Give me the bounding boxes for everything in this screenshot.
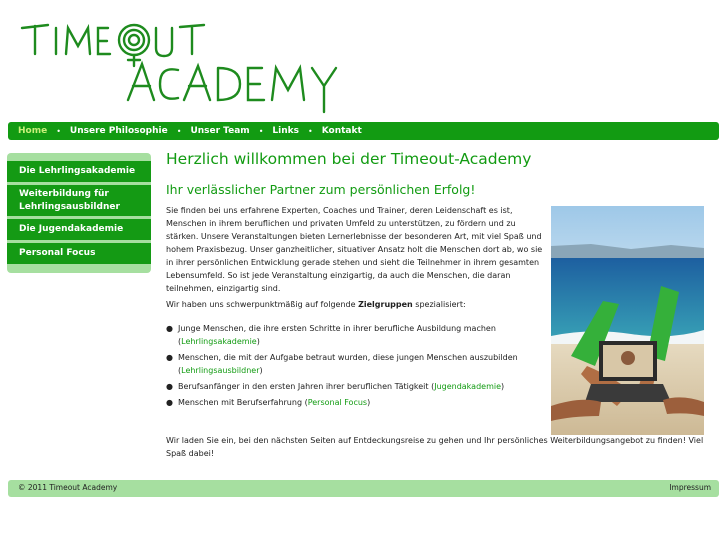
bullet-icon: ● [166, 324, 173, 333]
link-lehrlingsakademie[interactable]: Lehrlingsakademie [181, 337, 257, 346]
footer [8, 480, 719, 497]
link-lehrlingsausbildner[interactable]: Lehrlingsausbildner [181, 366, 260, 375]
list-item-end: ) [501, 382, 505, 391]
sidebar-item-personal-focus[interactable]: Personal Focus [7, 243, 151, 264]
list-item-end: ) [256, 337, 260, 346]
bullet-icon: ● [166, 398, 173, 407]
list-item-text: Menschen, die mit der Aufgabe betraut wurden, diese jungen Menschen auszubilden ( [178, 353, 518, 375]
list-item [166, 351, 556, 377]
main-nav [8, 122, 719, 140]
intro-paragraph: Sie finden bei uns erfahrene Experten, Coaches und Trainer, deren Leidenschaft es ist, Menschen in ihrem beruflichen und privaten Umfeld zu unterstützen, zu fördern und zu stärken. Unsere Veranstaltungen bieten Lernerlebnisse der besonderen Art, mit viel Spaß und hohem Praxisbezug. Unser ganzheitlicher, situativer Ansatz holt die Menschen dort ab, wo sie in ihrer persönlichen Entwicklung gerade stehen und sieht die Teilnehmer in ihrem gesamten Lebensumfeld. So ist jede Veranstaltung einzigartig, da auch die Menschen, die daran teilnehmen, einzigartig sind. [166, 206, 543, 293]
logo-graphic [18, 14, 383, 114]
target-groups-list [166, 322, 556, 412]
impressum-link[interactable]: Impressum [669, 483, 711, 492]
list-item-end: ) [259, 366, 263, 375]
target-groups-intro [166, 298, 546, 311]
link-personal-focus[interactable]: Personal Focus [307, 398, 368, 407]
nav-separator: • [56, 126, 61, 136]
sidebar-item-weiterbildung[interactable]: Weiterbildung für Lehrlingsausbildner [7, 185, 151, 216]
nav-separator: • [176, 126, 182, 136]
nav-team[interactable]: Unser Team [190, 126, 250, 136]
nav-separator: • [258, 126, 264, 136]
sidebar-item-jugendakademie[interactable]: Die Jugendakademie [7, 219, 151, 240]
list-item-text: Junge Menschen, die ihre ersten Schritte in ihrer berufliche Ausbildung machen ( [178, 324, 496, 346]
target-groups-suffix: spezialisiert: [415, 300, 466, 309]
closing-paragraph: Wir laden Sie ein, bei den nächsten Seiten auf Entdeckungsreise zu gehen und Ihr persönliches Weiterbildungsangebot zu finden! Viel Spaß dabei! [166, 436, 704, 458]
nav-philosophie[interactable]: Unsere Philosophie [69, 126, 168, 136]
target-groups-bold: Zielgruppen [358, 300, 413, 309]
list-item [166, 396, 556, 409]
page-subtitle: Ihr verlässlicher Partner zum persönlichen Erfolg! [166, 182, 476, 197]
list-item [166, 380, 556, 393]
link-jugendakademie[interactable]: Jugendakademie [434, 382, 502, 391]
list-item-text: Berufsanfänger in den ersten Jahren ihrer beruflichen Tätigkeit ( [178, 382, 435, 391]
copyright-text: © 2011 Timeout Academy [18, 483, 118, 492]
beach-photo-image [551, 206, 704, 435]
sidebar [7, 153, 151, 273]
nav-links[interactable]: Links [272, 126, 299, 136]
list-item-text: Menschen mit Berufserfahrung ( [178, 398, 308, 407]
nav-kontakt[interactable]: Kontakt [321, 126, 362, 136]
list-item [166, 322, 556, 348]
target-groups-prefix: Wir haben uns schwerpunktmäßig auf folgende [166, 300, 356, 309]
nav-home[interactable]: Home [18, 126, 48, 136]
bullet-icon: ● [166, 382, 173, 391]
bullet-icon: ● [166, 353, 173, 362]
list-item-end: ) [367, 398, 371, 407]
page-title: Herzlich willkommen bei der Timeout-Academy [166, 150, 532, 168]
site-logo[interactable] [18, 14, 383, 114]
beach-photo [551, 206, 704, 435]
sidebar-item-lehrlingsakademie[interactable]: Die Lehrlingsakademie [7, 161, 151, 182]
nav-separator: • [307, 126, 313, 136]
